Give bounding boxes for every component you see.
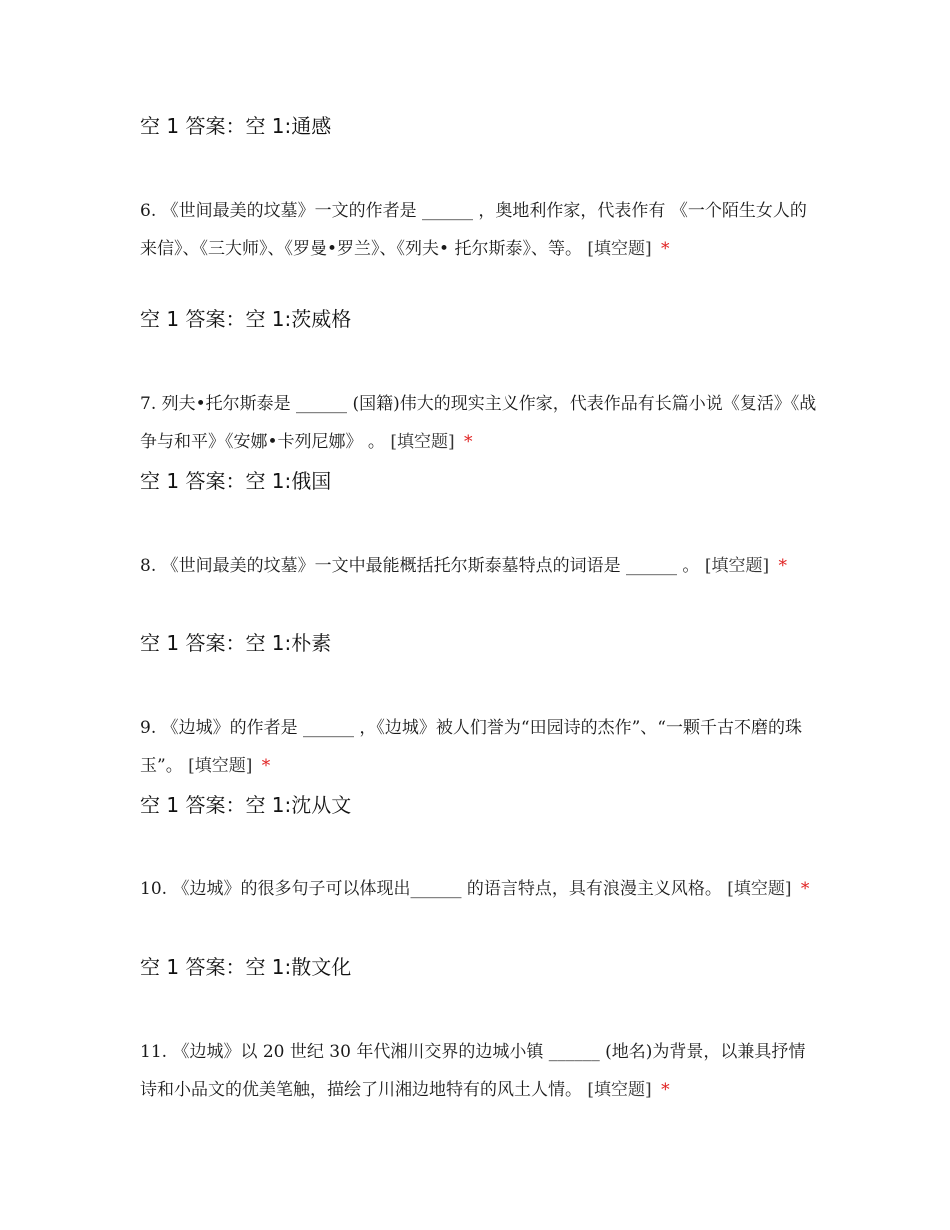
- question-type-label: [填空题]: [587, 239, 652, 259]
- required-asterisk: *: [778, 556, 788, 576]
- question-text: 11. 《边城》以 20 世纪 30 年代湘川交界的边城小镇 ______ (地名)为背景，以兼具抒情诗和小品文的优美笔触，描绘了川湘边地特有的风土人情。: [140, 1042, 806, 1100]
- question-type-label: [填空题]: [188, 756, 253, 776]
- question-type-label: [填空题]: [390, 432, 455, 452]
- required-asterisk: *: [800, 879, 810, 899]
- question-type-label: [填空题]: [704, 556, 770, 576]
- question-text: 6. 《世间最美的坟墓》一文的作者是 ______ ，奥地利作家，代表作有 《一个陌生女人的来信》、《三大师》、《罗曼•罗兰》、《列夫• 托尔斯泰》、等。: [140, 201, 807, 259]
- question-type-label: [填空题]: [587, 1080, 652, 1100]
- question-text: 7. 列夫•托尔斯泰是 ______ (国籍)伟大的现实主义作家，代表作品有长篇小说《复活》《战争与和平》《安娜•卡列尼娜》 。: [140, 394, 817, 452]
- answer-line-q5: 空 1 答案：空 1:通感: [140, 114, 332, 138]
- question-6: [140, 192, 820, 268]
- required-asterisk: *: [261, 756, 271, 776]
- answer-line-q8: 空 1 答案：空 1:朴素: [140, 631, 332, 655]
- required-asterisk: *: [464, 432, 473, 452]
- question-10: [140, 870, 820, 908]
- answer-line-q6: 空 1 答案：空 1:茨威格: [140, 307, 352, 331]
- question-8: [140, 547, 820, 585]
- answer-line-q7: 空 1 答案：空 1:俄国: [140, 469, 332, 493]
- answer-line-q9: 空 1 答案：空 1:沈从文: [140, 793, 352, 817]
- question-9: [140, 709, 820, 785]
- required-asterisk: *: [661, 1080, 670, 1100]
- question-text: 10. 《边城》的很多句子可以体现出______ 的语言特点，具有浪漫主义风格。: [140, 879, 722, 899]
- question-7: [140, 385, 820, 461]
- required-asterisk: *: [661, 239, 670, 259]
- question-text: 8. 《世间最美的坟墓》一文中最能概括托尔斯泰墓特点的词语是 ______ 。: [140, 556, 700, 576]
- question-type-label: [填空题]: [727, 879, 792, 899]
- question-11: [140, 1033, 820, 1109]
- answer-line-q10: 空 1 答案：空 1:散文化: [140, 955, 352, 979]
- question-text: 9. 《边城》的作者是 ______ ，《边城》被人们誉为“田园诗的杰作”、“一颗千古不磨的珠玉”。: [140, 718, 803, 776]
